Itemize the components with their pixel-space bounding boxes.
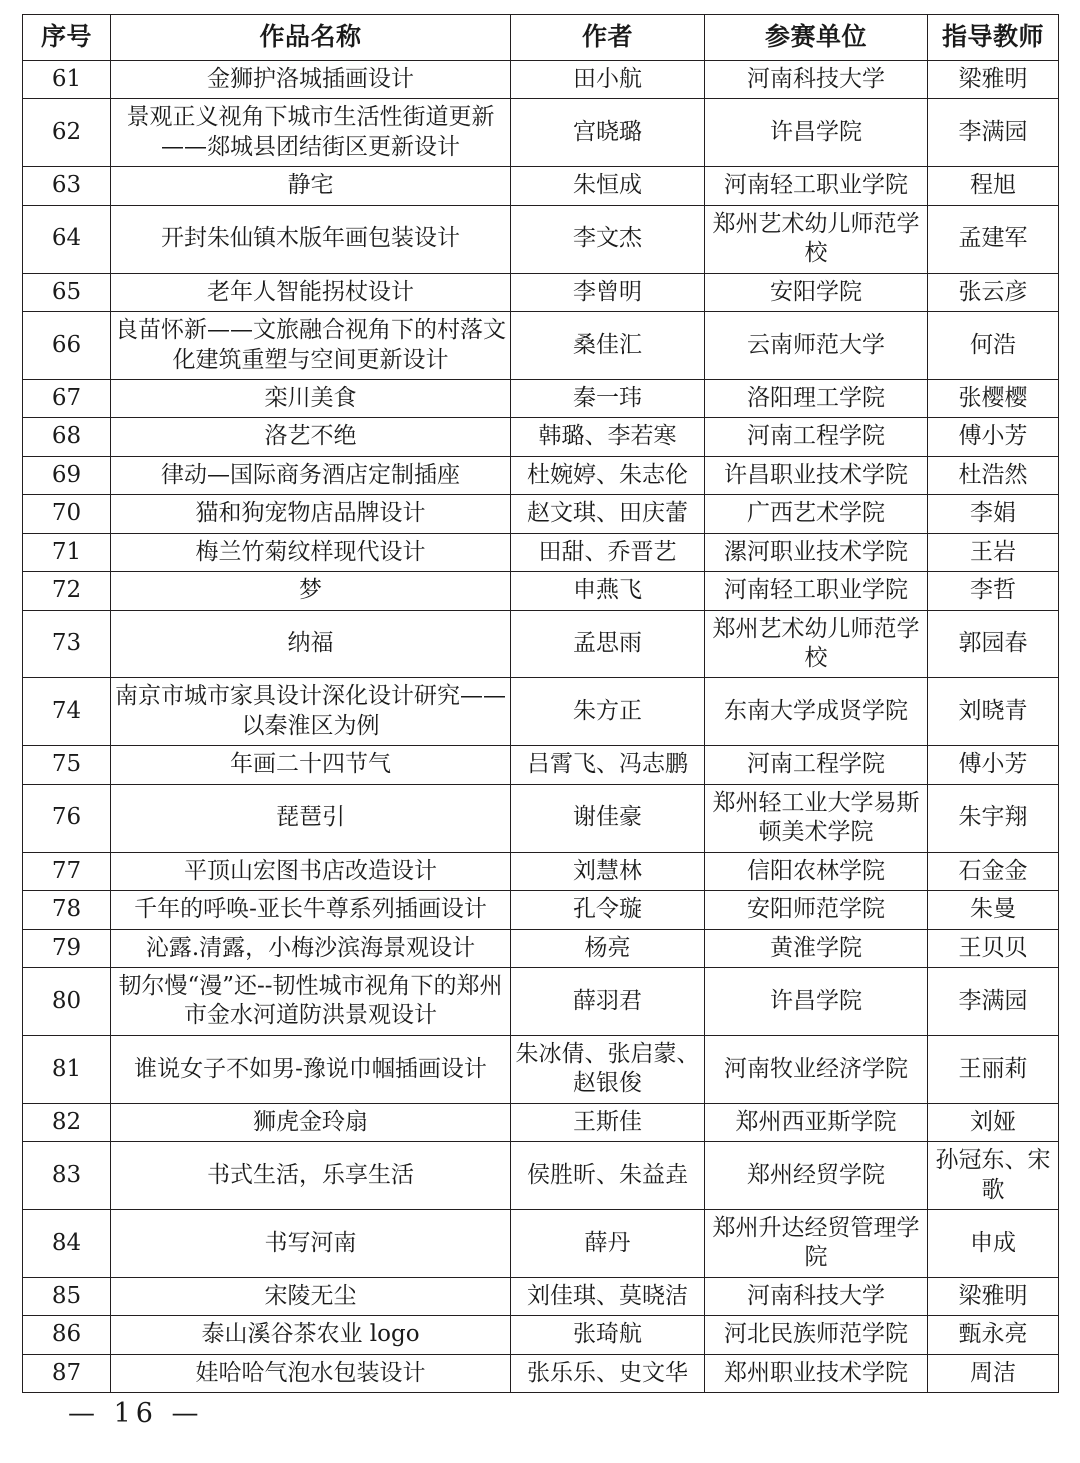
cell-author: 侯胜昕、朱益垚 [511,1142,705,1210]
cell-seq: 63 [23,167,111,205]
cell-author: 薛羽君 [511,967,705,1035]
cell-title: 梅兰竹菊纹样现代设计 [111,533,511,571]
cell-author: 韩璐、李若寒 [511,418,705,456]
cell-mentor: 郭园春 [928,610,1059,678]
cell-seq: 86 [23,1316,111,1354]
cell-seq: 80 [23,967,111,1035]
cell-seq: 73 [23,610,111,678]
table-row [23,273,1059,311]
cell-seq: 71 [23,533,111,571]
cell-author: 薛丹 [511,1210,705,1278]
cell-unit: 郑州艺术幼儿师范学校 [705,205,928,273]
cell-mentor: 李哲 [928,572,1059,610]
cell-author: 李曾明 [511,273,705,311]
cell-title: 猫和狗宠物店品牌设计 [111,495,511,533]
cell-title: 狮虎金玲扇 [111,1103,511,1141]
page-number: — 16 — [68,1398,204,1429]
cell-unit: 广西艺术学院 [705,495,928,533]
cell-seq: 87 [23,1354,111,1392]
cell-author: 谢佳豪 [511,784,705,852]
cell-title: 纳福 [111,610,511,678]
cell-author: 田小航 [511,61,705,99]
cell-seq: 69 [23,456,111,494]
cell-author: 申燕飞 [511,572,705,610]
cell-unit: 安阳师范学院 [705,891,928,929]
cell-author: 朱方正 [511,678,705,746]
cell-title: 宋陵无尘 [111,1277,511,1315]
table-row [23,1103,1059,1141]
cell-title: 律动—国际商务酒店定制插座 [111,456,511,494]
cell-mentor: 石金金 [928,852,1059,890]
cell-seq: 62 [23,99,111,167]
cell-mentor: 刘晓青 [928,678,1059,746]
cell-seq: 67 [23,379,111,417]
cell-unit: 郑州西亚斯学院 [705,1103,928,1141]
cell-unit: 郑州艺术幼儿师范学校 [705,610,928,678]
cell-seq: 77 [23,852,111,890]
cell-mentor: 梁雅明 [928,1277,1059,1315]
table-row [23,967,1059,1035]
cell-mentor: 何浩 [928,312,1059,380]
table-row [23,929,1059,967]
cell-unit: 郑州职业技术学院 [705,1354,928,1392]
cell-seq: 78 [23,891,111,929]
cell-unit: 许昌职业技术学院 [705,456,928,494]
cell-seq: 64 [23,205,111,273]
table-header [23,15,1059,61]
cell-author: 吕霄飞、冯志鹏 [511,746,705,784]
cell-mentor: 张云彦 [928,273,1059,311]
cell-mentor: 傅小芳 [928,746,1059,784]
cell-mentor: 李娟 [928,495,1059,533]
column-header-seq: 序号 [23,15,111,61]
cell-mentor: 王岩 [928,533,1059,571]
cell-title: 静宅 [111,167,511,205]
cell-title: 沁露.清露，小梅沙滨海景观设计 [111,929,511,967]
cell-author: 李文杰 [511,205,705,273]
cell-unit: 云南师范大学 [705,312,928,380]
cell-mentor: 杜浩然 [928,456,1059,494]
cell-mentor: 张樱樱 [928,379,1059,417]
column-header-title: 作品名称 [111,15,511,61]
cell-title: 梦 [111,572,511,610]
cell-title: 良苗怀新——文旅融合视角下的村落文化建筑重塑与空间更新设计 [111,312,511,380]
cell-seq: 72 [23,572,111,610]
column-header-author: 作者 [511,15,705,61]
cell-mentor: 刘娅 [928,1103,1059,1141]
table-row [23,533,1059,571]
table-row [23,1316,1059,1354]
cell-title: 泰山溪谷茶农业 logo [111,1316,511,1354]
cell-unit: 许昌学院 [705,99,928,167]
cell-unit: 河南轻工职业学院 [705,572,928,610]
cell-title: 栾川美食 [111,379,511,417]
table-row [23,746,1059,784]
cell-mentor: 傅小芳 [928,418,1059,456]
cell-title: 谁说女子不如男-豫说巾帼插画设计 [111,1035,511,1103]
cell-title: 南京市城市家具设计深化设计研究——以秦淮区为例 [111,678,511,746]
cell-mentor: 朱曼 [928,891,1059,929]
table-row [23,61,1059,99]
table-row [23,1142,1059,1210]
cell-author: 秦一玮 [511,379,705,417]
cell-unit: 河南工程学院 [705,746,928,784]
cell-unit: 河北民族师范学院 [705,1316,928,1354]
cell-mentor: 王丽莉 [928,1035,1059,1103]
cell-unit: 河南牧业经济学院 [705,1035,928,1103]
cell-author: 王斯佳 [511,1103,705,1141]
table-row [23,205,1059,273]
cell-author: 朱恒成 [511,167,705,205]
cell-author: 张乐乐、史文华 [511,1354,705,1392]
cell-unit: 河南科技大学 [705,61,928,99]
cell-title: 景观正义视角下城市生活性街道更新——郯城县团结街区更新设计 [111,99,511,167]
cell-unit: 郑州轻工业大学易斯顿美术学院 [705,784,928,852]
cell-seq: 65 [23,273,111,311]
cell-title: 平顶山宏图书店改造设计 [111,852,511,890]
cell-seq: 76 [23,784,111,852]
table-row [23,610,1059,678]
table-row [23,852,1059,890]
cell-unit: 信阳农林学院 [705,852,928,890]
table-row [23,1035,1059,1103]
cell-mentor: 周洁 [928,1354,1059,1392]
cell-mentor: 李满园 [928,967,1059,1035]
cell-seq: 84 [23,1210,111,1278]
table-row [23,418,1059,456]
award-works-table [22,14,1059,1393]
cell-seq: 70 [23,495,111,533]
cell-unit: 河南工程学院 [705,418,928,456]
cell-seq: 74 [23,678,111,746]
cell-seq: 75 [23,746,111,784]
cell-mentor: 孟建军 [928,205,1059,273]
table-row [23,572,1059,610]
table-row [23,1277,1059,1315]
cell-author: 杨亮 [511,929,705,967]
cell-title: 千年的呼唤-亚长牛尊系列插画设计 [111,891,511,929]
table-row [23,312,1059,380]
table-row [23,495,1059,533]
cell-author: 桑佳汇 [511,312,705,380]
cell-mentor: 王贝贝 [928,929,1059,967]
table-row [23,1210,1059,1278]
cell-title: 洛艺不绝 [111,418,511,456]
cell-seq: 68 [23,418,111,456]
table-row [23,678,1059,746]
cell-title: 年画二十四节气 [111,746,511,784]
cell-author: 宫晓璐 [511,99,705,167]
cell-unit: 郑州经贸学院 [705,1142,928,1210]
cell-unit: 郑州升达经贸管理学院 [705,1210,928,1278]
cell-author: 孟思雨 [511,610,705,678]
cell-author: 刘慧林 [511,852,705,890]
cell-seq: 66 [23,312,111,380]
cell-mentor: 孙冠东、宋歌 [928,1142,1059,1210]
cell-title: 书写河南 [111,1210,511,1278]
cell-author: 张琦航 [511,1316,705,1354]
cell-unit: 漯河职业技术学院 [705,533,928,571]
cell-title: 老年人智能拐杖设计 [111,273,511,311]
table-row [23,891,1059,929]
cell-title: 开封朱仙镇木版年画包装设计 [111,205,511,273]
table-row [23,784,1059,852]
cell-unit: 东南大学成贤学院 [705,678,928,746]
table-row [23,1354,1059,1392]
cell-mentor: 甄永亮 [928,1316,1059,1354]
cell-unit: 许昌学院 [705,967,928,1035]
cell-seq: 81 [23,1035,111,1103]
cell-author: 孔令璇 [511,891,705,929]
cell-author: 杜婉婷、朱志伦 [511,456,705,494]
cell-mentor: 梁雅明 [928,61,1059,99]
table-header-row [23,15,1059,61]
table-row [23,99,1059,167]
cell-mentor: 李满园 [928,99,1059,167]
cell-unit: 洛阳理工学院 [705,379,928,417]
cell-mentor: 朱宇翔 [928,784,1059,852]
cell-seq: 85 [23,1277,111,1315]
cell-title: 琵琶引 [111,784,511,852]
cell-unit: 河南轻工职业学院 [705,167,928,205]
cell-unit: 黄淮学院 [705,929,928,967]
table-row [23,379,1059,417]
column-header-unit: 参赛单位 [705,15,928,61]
cell-seq: 83 [23,1142,111,1210]
cell-title: 书式生活，乐享生活 [111,1142,511,1210]
cell-seq: 79 [23,929,111,967]
cell-author: 赵文琪、田庆蕾 [511,495,705,533]
cell-seq: 82 [23,1103,111,1141]
table-row [23,456,1059,494]
cell-mentor: 申成 [928,1210,1059,1278]
column-header-mentor: 指导教师 [928,15,1059,61]
cell-title: 娃哈哈气泡水包装设计 [111,1354,511,1392]
cell-author: 刘佳琪、莫晓洁 [511,1277,705,1315]
cell-title: 韧尔慢“漫”还--韧性城市视角下的郑州市金水河道防洪景观设计 [111,967,511,1035]
cell-author: 田甜、乔晋艺 [511,533,705,571]
table-row [23,167,1059,205]
table-body [23,61,1059,1393]
cell-unit: 安阳学院 [705,273,928,311]
cell-unit: 河南科技大学 [705,1277,928,1315]
cell-seq: 61 [23,61,111,99]
cell-mentor: 程旭 [928,167,1059,205]
cell-title: 金狮护洛城插画设计 [111,61,511,99]
cell-author: 朱冰倩、张启蒙、赵银俊 [511,1035,705,1103]
